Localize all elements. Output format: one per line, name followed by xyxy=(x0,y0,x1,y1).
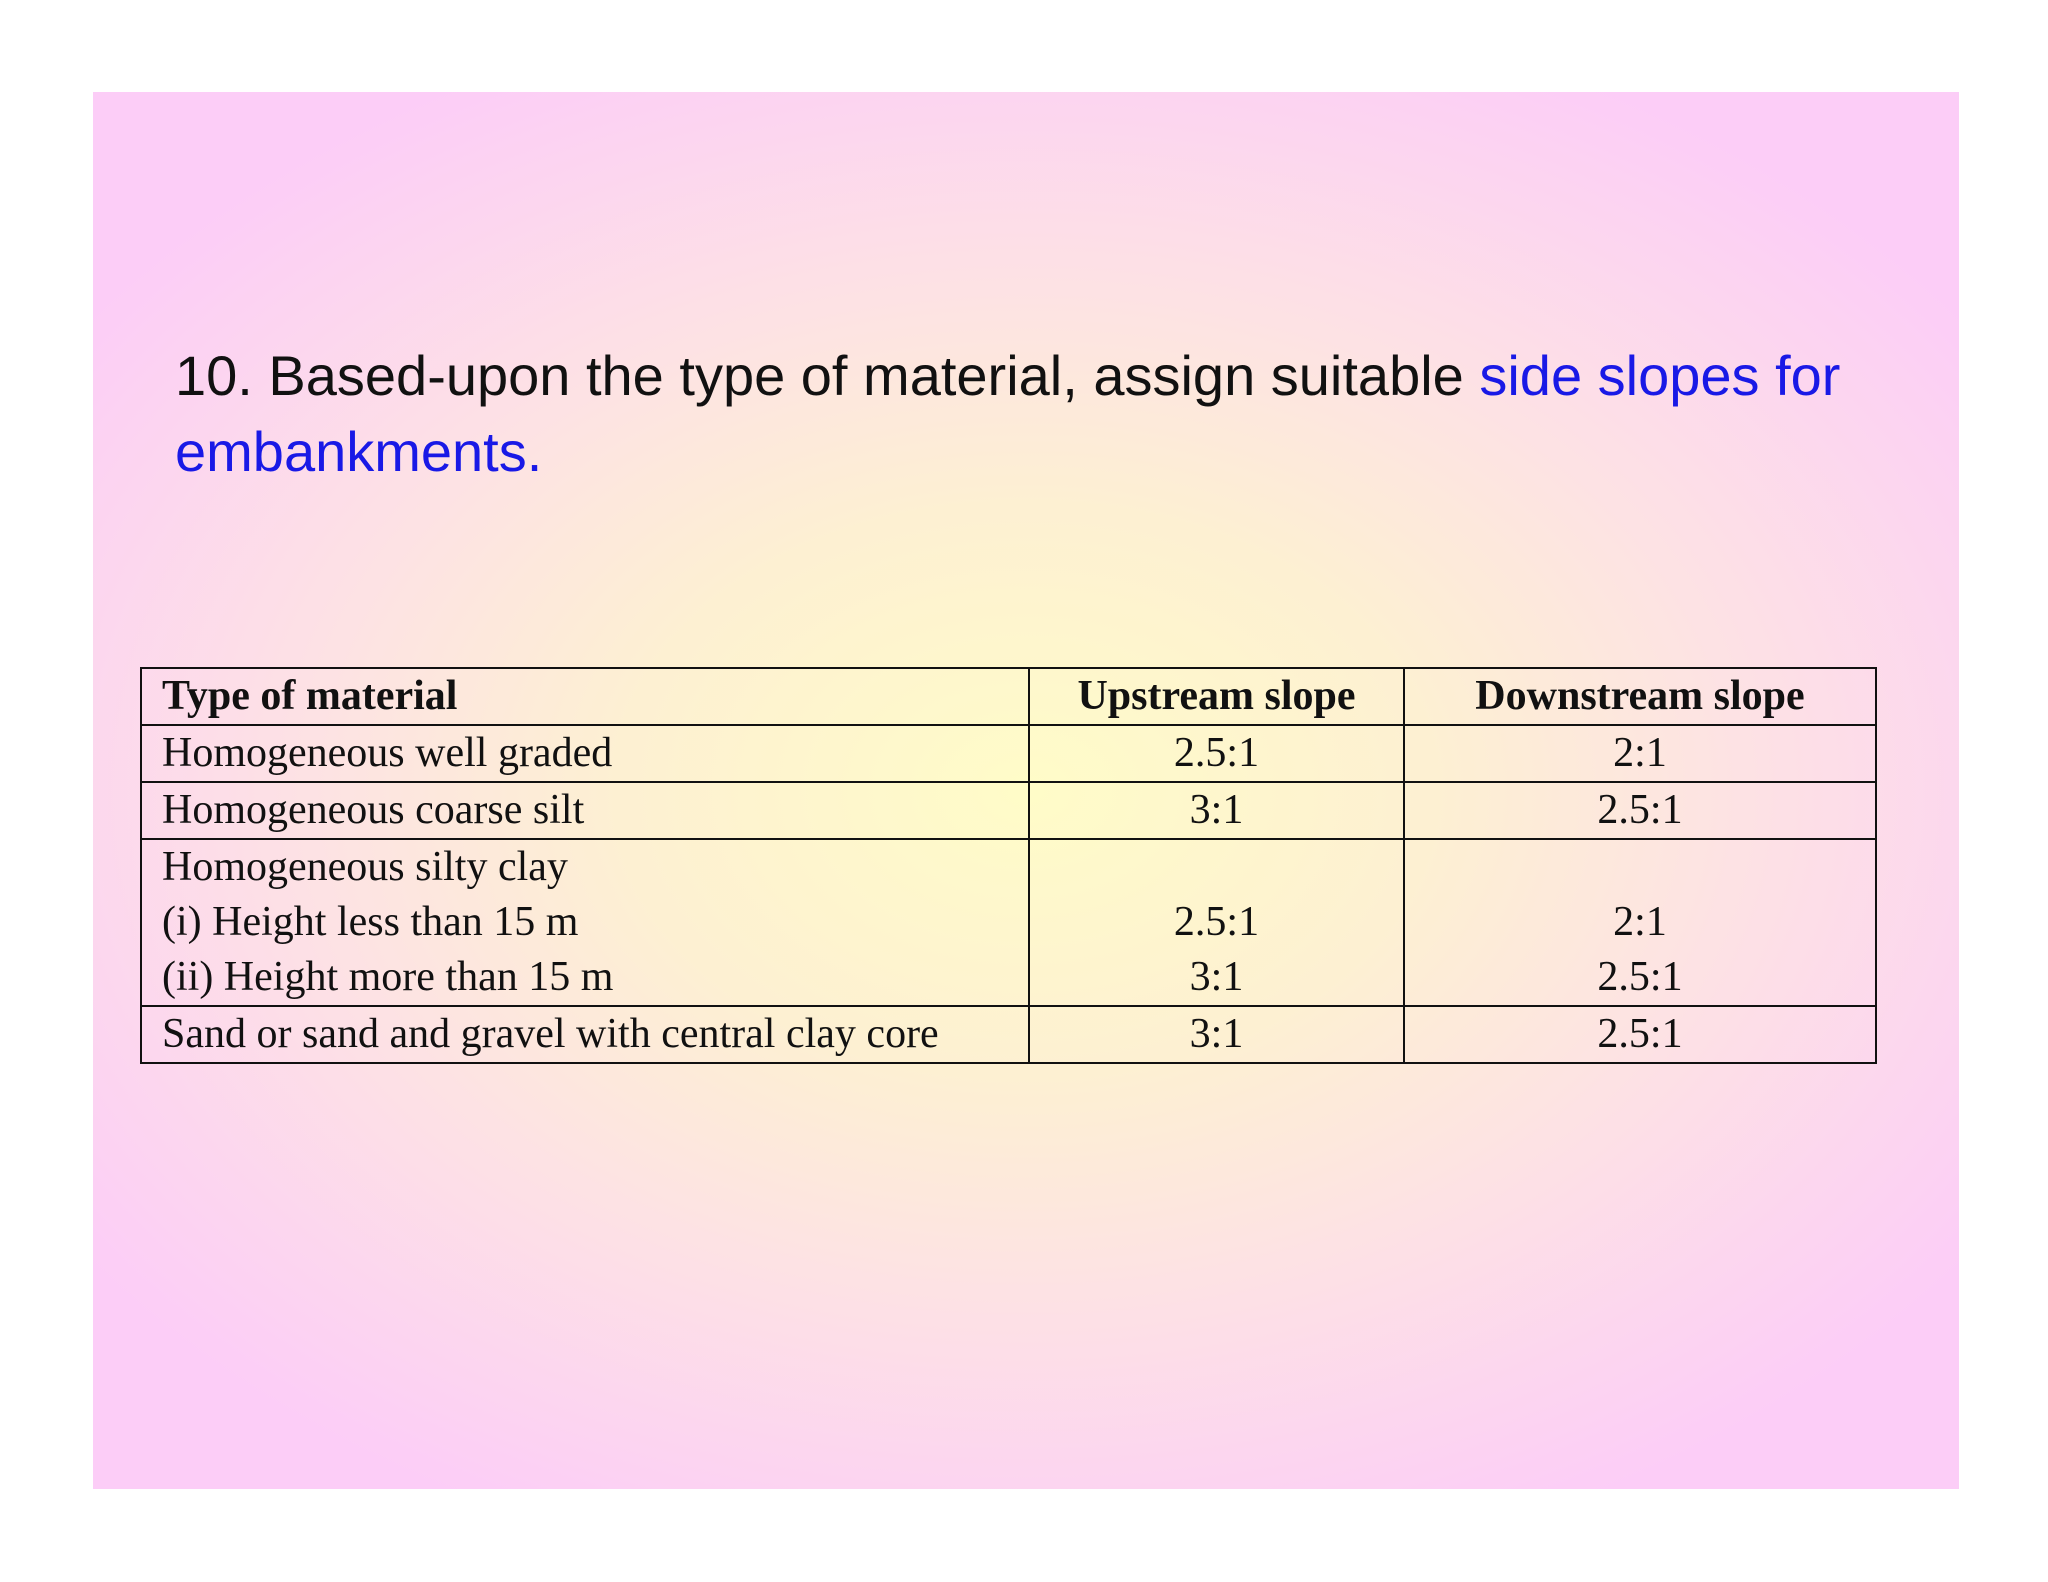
table-row xyxy=(141,782,1876,839)
sub-material: (ii) Height more than 15 m xyxy=(162,954,614,1000)
sub-downstream: 2:1 xyxy=(1613,899,1667,945)
cell-upstream: 3:1 xyxy=(1029,782,1404,839)
table-row xyxy=(141,1006,1876,1063)
sub-downstream: 2.5:1 xyxy=(1597,954,1683,1000)
cell-material: Sand or sand and gravel with central clay core xyxy=(141,1006,1029,1063)
spacer xyxy=(1425,840,1855,895)
slope-table xyxy=(140,667,1877,1064)
slide-title-highlight: side slopes for embankments. xyxy=(175,344,1841,483)
header-downstream-slope: Downstream slope xyxy=(1404,668,1876,725)
slide-background xyxy=(93,92,1959,1489)
cell-upstream-group xyxy=(1029,839,1404,1006)
cell-downstream-group xyxy=(1404,839,1876,1006)
cell-downstream: 2.5:1 xyxy=(1404,782,1876,839)
table-row xyxy=(141,839,1876,1006)
sub-upstream: 3:1 xyxy=(1189,954,1244,1000)
group-title: Homogeneous silty clay xyxy=(162,844,568,890)
cell-downstream: 2:1 xyxy=(1404,725,1876,782)
table-header-row xyxy=(141,668,1876,725)
cell-material-group xyxy=(141,839,1029,1006)
cell-upstream: 2.5:1 xyxy=(1029,725,1404,782)
header-material: Type of material xyxy=(141,668,1029,725)
sub-upstream: 2.5:1 xyxy=(1173,899,1260,945)
header-upstream-slope: Upstream slope xyxy=(1029,668,1404,725)
cell-downstream: 2.5:1 xyxy=(1404,1006,1876,1063)
cell-material: Homogeneous well graded xyxy=(141,725,1029,782)
table-row xyxy=(141,725,1876,782)
slide-title-text: 10. Based-upon the type of material, assign suitable xyxy=(175,344,1480,407)
slide-title xyxy=(175,338,1875,490)
cell-material: Homogeneous coarse silt xyxy=(141,782,1029,839)
spacer xyxy=(1050,840,1383,895)
cell-upstream: 3:1 xyxy=(1029,1006,1404,1063)
sub-material: (i) Height less than 15 m xyxy=(162,899,579,945)
